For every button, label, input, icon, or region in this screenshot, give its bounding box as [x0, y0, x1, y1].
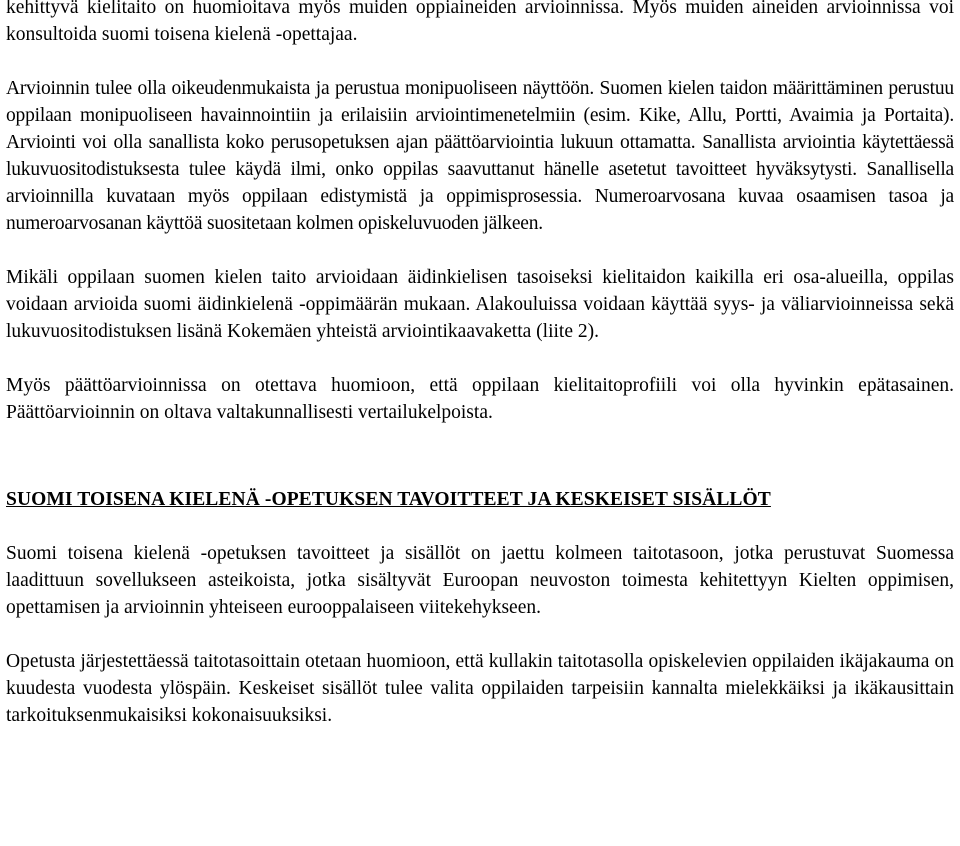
- section-paragraph-2: Opetusta järjestettäessä taitotasoittain otetaan huomioon, että kullakin taitotasolla opiskelevien oppilaiden ikäjakauma on kuudesta vuodesta ylöspäin. Keskeiset sisällöt tulee valita oppilaiden tarpeisiin kannalta mielekkäiksi ja ikäkausittain tarkoituksenmukaisiksi kokonaisuuksiksi.: [6, 651, 954, 726]
- document-page: [6, 0, 954, 729]
- paragraph-2: Arvioinnin tulee olla oikeudenmukaista ja perustua monipuoliseen näyttöön. Suomen kielen taidon määrittäminen perustuu oppilaan monipuoliseen havainnointiin ja erilaisiin arviointimenetelmiin (esim. Kike, Allu, Portti, Avaimia ja Portaita). Arviointi voi olla sanallista koko perusopetuksen ajan päättöarviointia lukuun ottamatta. Sanallista arviointia käytettäessä lukuvuositodistuksesta tulee käydä ilmi, onko oppilas saavuttanut hänelle asetetut tavoitteet hyväksytysti. Sanallisella arvioinnilla kuvataan myös oppilaan edistymistä ja oppimisprosessia. Numeroarvosana kuvaa osaamisen tasoa ja numeroarvosanan käyttöä suositetaan kolmen opiskeluvuoden jälkeen.: [6, 78, 954, 234]
- paragraph-3: Mikäli oppilaan suomen kielen taito arvioidaan äidinkielisen tasoiseksi kielitaidon kaikilla eri osa-alueilla, oppilas voidaan arvioida suomi äidinkielenä -oppimäärän mukaan. Alakouluissa voidaan käyttää syys- ja väliarvioinneissa sekä lukuvuositodistuksen lisänä Kokemäen yhteistä arviointikaavaketta (liite 2).: [6, 267, 954, 342]
- section-paragraph-1: Suomi toisena kielenä -opetuksen tavoitteet ja sisällöt on jaettu kolmeen taitotasoon, jotka perustuvat Suomessa laadittuun sovellukseen asteikoista, jotka sisältyvät Euroopan neuvoston toimesta kehitettyyn Kielten oppimisen, opettamisen ja arvioinnin yhteiseen eurooppalaiseen viitekehykseen.: [6, 543, 954, 618]
- paragraph-1: kehittyvä kielitaito on huomioitava myös muiden oppiaineiden arvioinnissa. Myös muiden aineiden arvioinnissa voi konsultoida suomi toisena kielenä -opettajaa.: [6, 0, 954, 45]
- section-heading: SUOMI TOISENA KIELENÄ -OPETUKSEN TAVOITTEET JA KESKEISET SISÄLLÖT: [6, 489, 771, 510]
- paragraph-4: Myös päättöarvioinnissa on otettava huomioon, että oppilaan kielitaitoprofiili voi olla hyvinkin epätasainen. Päättöarvioinnin on oltava valtakunnallisesti vertailukelpoista.: [6, 375, 954, 423]
